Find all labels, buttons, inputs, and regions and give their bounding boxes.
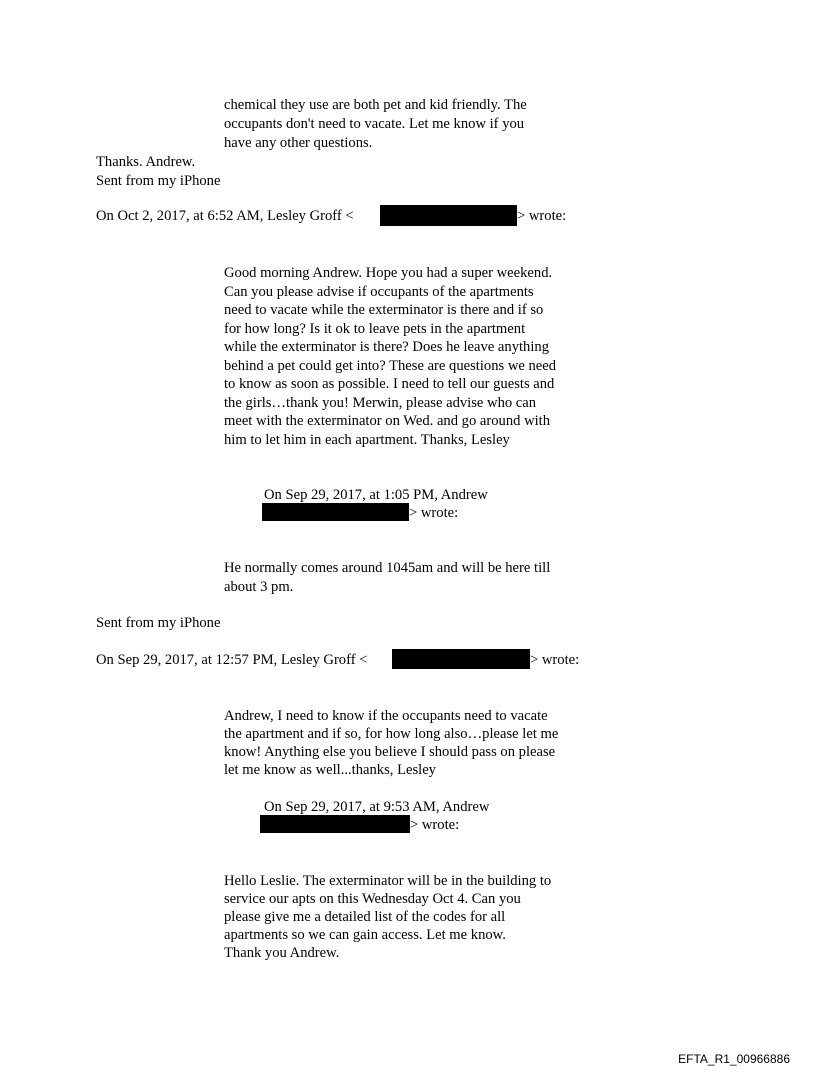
redaction-box [260,815,410,833]
email-body-line: He normally comes around 1045am and will be here till [224,560,551,576]
redaction-box [262,503,409,521]
email-body-line: Can you please advise if occupants of the apartments [224,284,534,300]
redaction-box [392,649,530,669]
email-body-line: please give me a detailed list of the codes for all [224,909,506,925]
email-body-line: Thank you Andrew. [224,945,340,961]
signoff-line: Sent from my iPhone [96,173,221,189]
email-body-line: occupants don't need to vacate. Let me know if you [224,116,525,132]
email-body-line: Hello Leslie. The exterminator will be in the building to [224,873,552,889]
reply-header-suffix: > wrote: [530,652,580,668]
email-body-line: need to vacate while the exterminator is there and if so [224,302,544,318]
email-body-line: chemical they use are both pet and kid friendly. The [224,97,527,113]
reply-header-suffix: > wrote: [517,208,567,224]
redaction-box [380,205,517,226]
email-body-line: the girls…thank you! Merwin, please advise who can [224,395,537,411]
email-body-line: behind a pet could get into? These are questions we need [224,358,557,374]
email-body-line: Andrew, I need to know if the occupants need to vacate [224,708,548,724]
quoted-header-line: On Sep 29, 2017, at 1:05 PM, Andrew [264,487,488,503]
signoff-line: Thanks. Andrew. [96,154,196,170]
email-body-line: while the exterminator is there? Does he leave anything [224,339,549,355]
email-body-line: service our apts on this Wednesday Oct 4. Can you [224,891,521,907]
email-body-line: let me know as well...thanks, Lesley [224,762,436,778]
email-body-line: know! Anything else you believe I should pass on please [224,744,556,760]
signoff-line: Sent from my iPhone [96,615,221,631]
email-body-line: to know as soon as possible. I need to tell our guests and [224,376,555,392]
reply-header-prefix: On Sep 29, 2017, at 12:57 PM, Lesley Groff < [96,652,368,668]
reply-header-prefix: On Oct 2, 2017, at 6:52 AM, Lesley Groff < [96,208,354,224]
document-id: EFTA_R1_00966886 [678,1052,790,1066]
email-body-line: for how long? Is it ok to leave pets in the apartment [224,321,526,337]
email-body-line: meet with the exterminator on Wed. and go around with [224,413,551,429]
quoted-header-line: On Sep 29, 2017, at 9:53 AM, Andrew [264,799,490,815]
email-body-line: Good morning Andrew. Hope you had a super weekend. [224,265,553,281]
quoted-header-suffix: > wrote: [409,505,459,521]
quoted-header-suffix: > wrote: [410,817,460,833]
email-body-line: him to let him in each apartment. Thanks, Lesley [224,432,510,448]
email-body-line: have any other questions. [224,135,373,151]
email-body-line: about 3 pm. [224,579,294,595]
email-body-line: the apartment and if so, for how long also…please let me [224,726,559,742]
email-body-line: apartments so we can gain access. Let me know. [224,927,506,943]
